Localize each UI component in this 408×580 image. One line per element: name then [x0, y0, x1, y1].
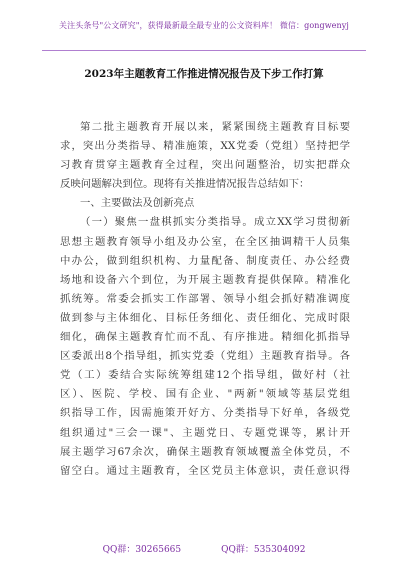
footer-qq-group-left: QQ群：30265665: [102, 545, 182, 555]
paragraph-line: 党（工）委结合实际统筹组建12个指导组，做好村（社: [60, 369, 350, 382]
paragraph-line: 织指导工作，因需施策开好方、分类指导下好单，各级党: [60, 407, 350, 420]
paragraph-line: 展主题学习67余次，确保主题教育领域覆盖全体党员，不: [60, 445, 350, 458]
paragraph-line: 第二批主题教育开展以来，紧紧围绕主题教育目标要: [80, 121, 350, 133]
document-title: 2023年主题教育工作推进情况报告及下步工作打算: [84, 68, 324, 80]
header-banner-text: 关注头条号"公文研究"，获得最新最全最专业的公文资料库！ 微信：gongwenyj: [59, 20, 349, 30]
section-heading: 一、主要做法及创新亮点: [80, 197, 195, 210]
page-footer: [0, 542, 408, 555]
paragraph-line: 中办公，做到组织机构、力量配备、制度责任、办公经费: [60, 254, 350, 267]
paragraph-line: 求，突出分类指导、精准施策，XX党委（党组）坚持把学: [60, 140, 350, 153]
page-header: [0, 0, 408, 50]
paragraph-line: （一）聚焦一盘棋抓实分类指导。成立XX学习贯彻新: [80, 216, 350, 229]
paragraph-line: 反映问题解决到位。现将有关推进情况报告总结如下：: [60, 178, 310, 191]
paragraph-line: 细化，确保主题教育忙而不乱、有序推进。精细化抓指导: [60, 331, 350, 344]
paragraph-line: 留空白。通过主题教育，全区党员主体意识，责任意识得: [60, 464, 350, 477]
header-divider: [42, 50, 366, 51]
paragraph-line: 区）、医院、学校、国有企业、"两新"领域等基层党组: [60, 388, 350, 401]
document-body: [60, 118, 350, 481]
paragraph-line: 习教育贯穿主题教育全过程，突出问题整治，切实把群众: [60, 159, 350, 172]
paragraph-line: 思想主题教育领导小组及办公室，在全区抽调精干人员集: [60, 235, 350, 248]
paragraph-line: 区委派出8个指导组，抓实党委（党组）主题教育指导。各: [60, 350, 350, 363]
footer-qq-group-right: QQ群：535304092: [221, 545, 306, 555]
paragraph-line: 做到参与主体细化、目标任务细化、责任细化、完成时限: [60, 311, 350, 324]
paragraph-line: 场地和设备六个到位，为开展主题教育提供保障。精准化: [60, 273, 350, 286]
paragraph-line: 抓统筹。常委会抓实工作部署、领导小组会抓好精准调度: [60, 292, 350, 305]
paragraph-line: 组织通过"三会一课"、主题党日、专题党课等，累计开: [60, 426, 350, 439]
